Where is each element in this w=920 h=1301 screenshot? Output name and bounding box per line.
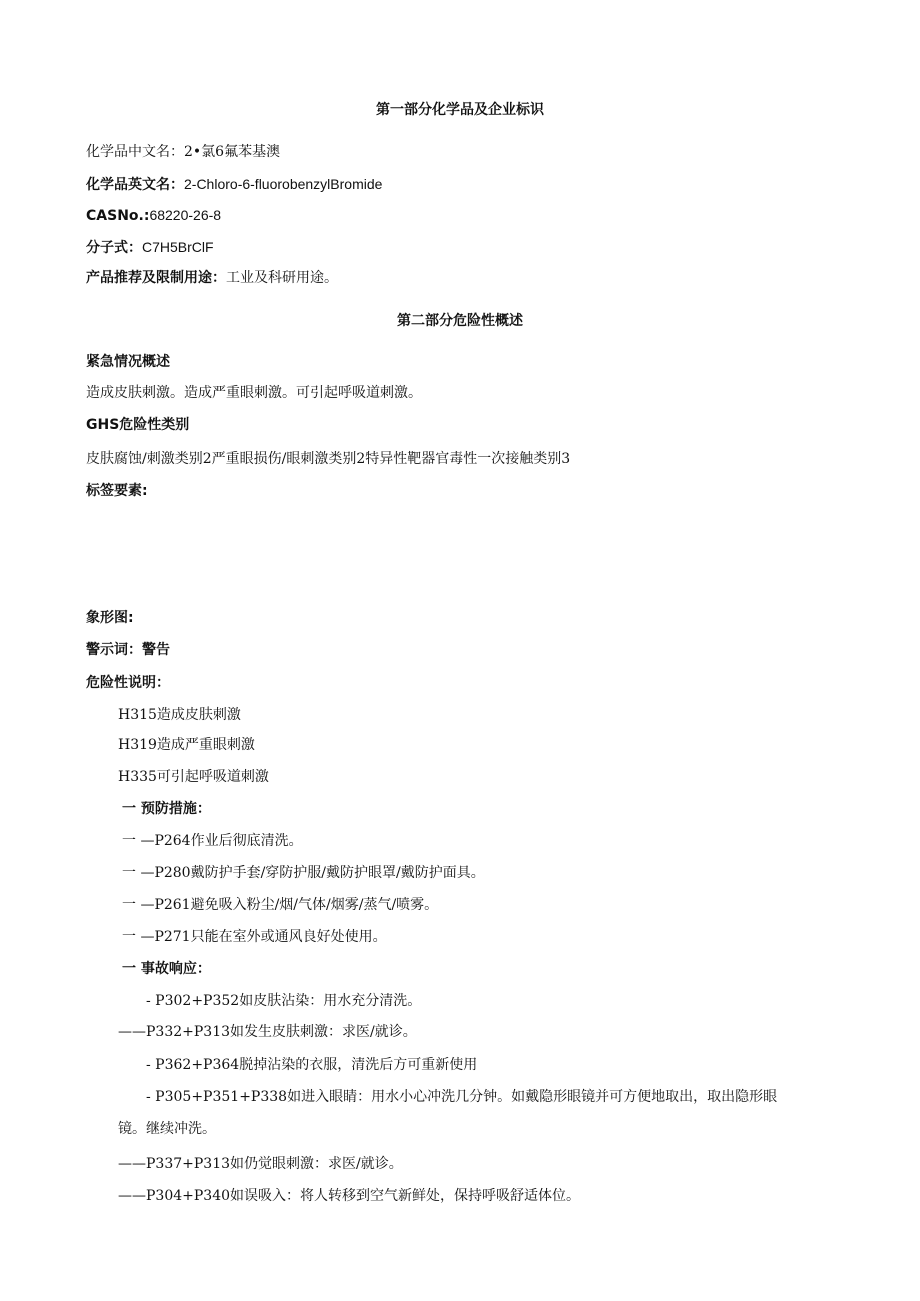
formula-value: C7H5BrClF xyxy=(142,239,214,255)
response-item: ——P304+P340如误吸入：将人转移到空气新鲜处，保持呼吸舒适体位。 xyxy=(118,1188,581,1204)
use-label: 产品推荐及限制用途： xyxy=(86,270,226,286)
hazard-item: H335可引起呼吸道刺激 xyxy=(118,769,269,785)
prevention-label: 一 预防措施： xyxy=(122,801,211,817)
english-name-value: 2-Chloro-6-fluorobenzylBromide xyxy=(184,176,383,192)
prevention-item: 一 —P280戴防护手套/穿防护服/戴防护眼罩/戴防护面具。 xyxy=(122,865,485,881)
prevention-item: 一 —P261避免吸入粉尘/烟/气体/烟雾/蒸气/喷雾。 xyxy=(122,897,439,913)
hazard-item: H319造成严重眼刺激 xyxy=(118,737,255,753)
english-name-label: 化学品英文名： xyxy=(86,177,184,193)
response-item: - P362+P364脱掉沾染的衣服，清洗后方可重新使用 xyxy=(146,1057,478,1073)
prevention-item: 一 —P271只能在室外或通风良好处使用。 xyxy=(122,929,387,945)
signal-word: 警示词：警告 xyxy=(86,642,170,658)
hazard-item: H315造成皮肤刺激 xyxy=(118,707,241,723)
pictogram-label: 象形图: xyxy=(86,610,134,626)
use-row xyxy=(86,268,338,288)
emergency-label: 紧急情况概述 xyxy=(86,354,170,370)
response-item: - P302+P352如皮肤沾染：用水充分清洗。 xyxy=(146,993,422,1009)
label-elements: 标签要素: xyxy=(86,483,148,499)
use-value: 工业及科研用途。 xyxy=(226,270,338,286)
cas-row xyxy=(86,205,221,226)
response-item: ——P332+P313如发生皮肤刺激：求医/就诊。 xyxy=(118,1024,417,1040)
cas-value: 68220-26-8 xyxy=(149,207,222,223)
ghs-label: GHS危险性类别 xyxy=(86,417,190,433)
formula-label: 分子式： xyxy=(86,240,142,256)
emergency-text: 造成皮肤刺激。造成严重眼刺激。可引起呼吸道刺激。 xyxy=(86,385,422,401)
section-heading-part2: 第二部分危险性概述 xyxy=(397,313,523,329)
ghs-text: 皮肤腐蚀/刺激类别2严重眼损伤/眼刺激类别2特异性靶器官毒性一次接触类别3 xyxy=(86,451,571,467)
response-item: - P305+P351+P338如进入眼睛：用水小心冲洗几分钟。如戴隐形眼镜并可方便地取出，取出隐形眼 xyxy=(146,1089,778,1105)
english-name-row xyxy=(86,174,382,195)
hazard-statement-label: 危险性说明： xyxy=(86,675,170,691)
prevention-item: 一 —P264作业后彻底清洗。 xyxy=(122,833,303,849)
response-item: ——P337+P313如仍觉眼刺激：求医/就诊。 xyxy=(118,1156,403,1172)
chinese-name-label: 化学品中文名： xyxy=(86,144,184,160)
formula-row xyxy=(86,237,214,258)
cas-label: CASNo.: xyxy=(86,208,150,224)
section-heading-part1: 第一部分化学品及企业标识 xyxy=(376,102,544,118)
chinese-name-row xyxy=(86,142,280,162)
chinese-name-value: 2•氯6氟苯基澳 xyxy=(184,144,281,160)
response-item-continuation: 镜。继续冲洗。 xyxy=(118,1121,216,1137)
response-label: 一 事故响应： xyxy=(122,961,211,977)
